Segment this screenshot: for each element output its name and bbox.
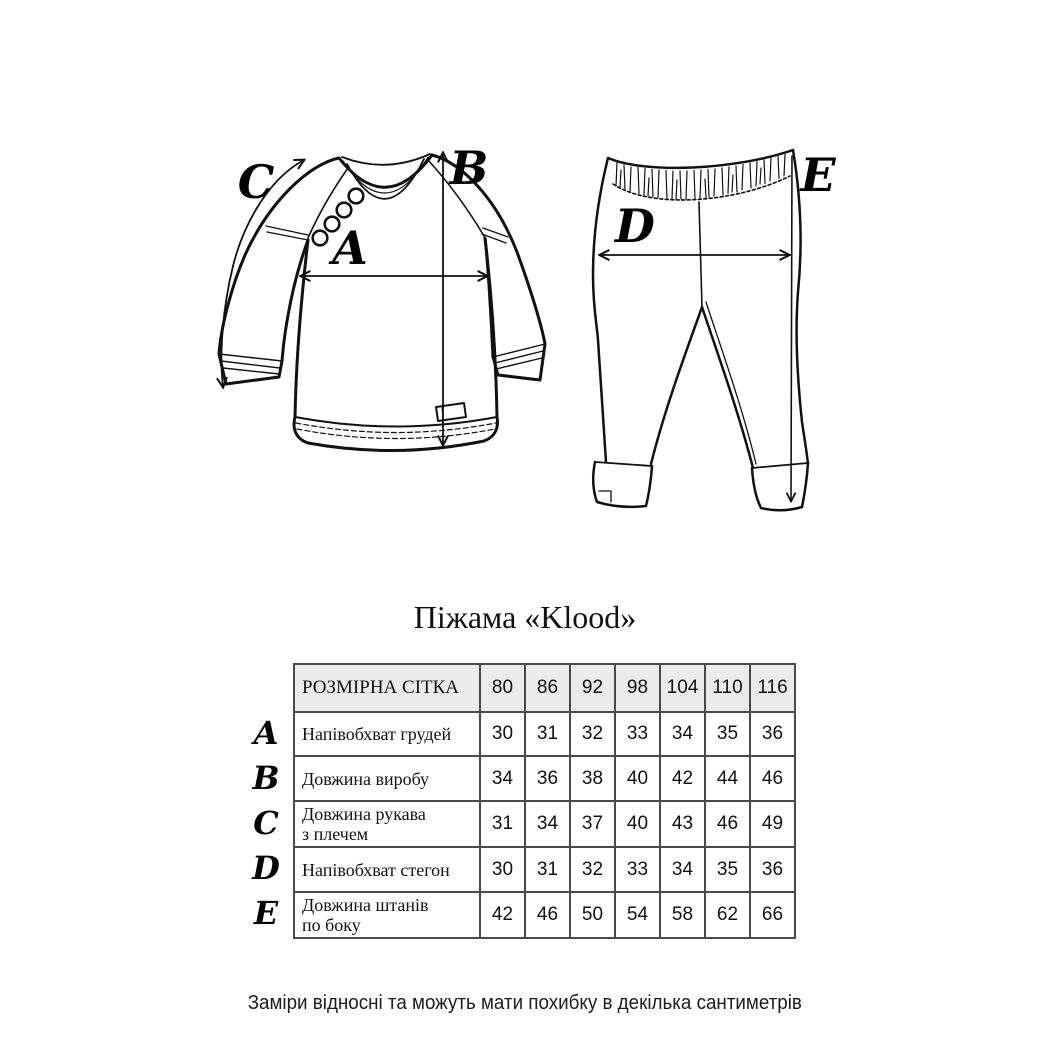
table-row-length — [294, 756, 795, 801]
row-label: Напівобхват грудей — [294, 712, 480, 756]
size-value-cell: 66 — [750, 892, 795, 938]
size-value-cell: 31 — [525, 712, 570, 756]
measure-arrow-e — [791, 156, 792, 501]
size-value-cell: 32 — [570, 847, 615, 892]
footnote — [0, 992, 1050, 1015]
size-table — [293, 663, 796, 939]
size-value-cell: 46 — [705, 801, 750, 847]
size-value-cell: 46 — [750, 756, 795, 801]
hem-tag — [436, 403, 466, 421]
table-row-sleeve — [294, 801, 795, 847]
size-value-cell: 31 — [525, 847, 570, 892]
size-value-cell: 46 — [525, 892, 570, 938]
cuff-tag — [599, 491, 611, 502]
table-row-pants — [294, 892, 795, 938]
size-value-cell: 36 — [750, 712, 795, 756]
waistband-gathers — [616, 155, 785, 201]
size-value-cell: 49 — [750, 801, 795, 847]
measure-label-d: D — [615, 199, 655, 253]
size-value-cell: 34 — [525, 801, 570, 847]
size-value-cell: 43 — [660, 801, 705, 847]
measure-label-a: A — [332, 221, 368, 275]
size-header-cell: 86 — [525, 664, 570, 712]
row-letter-b: B — [252, 758, 280, 797]
size-value-cell: 32 — [570, 712, 615, 756]
size-value-cell: 40 — [615, 756, 660, 801]
row-letter-c: C — [253, 803, 279, 842]
footnote-text: Заміри відносні та можуть мати похибку в декілька сантиметрів — [247, 992, 803, 1014]
row-letters-column — [242, 663, 290, 936]
size-header-cell: 116 — [750, 664, 795, 712]
size-value-cell: 33 — [615, 847, 660, 892]
size-value-cell: 62 — [705, 892, 750, 938]
size-value-cell: 34 — [660, 712, 705, 756]
size-value-cell: 35 — [705, 847, 750, 892]
size-value-cell: 36 — [750, 847, 795, 892]
row-label: Довжина штанів по боку — [294, 892, 480, 938]
measure-label-e: E — [800, 148, 836, 202]
size-header-cell: 110 — [705, 664, 750, 712]
table-row-hips — [294, 847, 795, 892]
row-label: Довжина рукава з плечем — [294, 801, 480, 847]
table-header-label: РОЗМІРНА СІТКА — [294, 664, 480, 712]
size-header-cell: 104 — [660, 664, 705, 712]
size-value-cell: 42 — [660, 756, 705, 801]
size-value-cell: 50 — [570, 892, 615, 938]
size-value-cell: 34 — [480, 756, 525, 801]
size-value-cell: 37 — [570, 801, 615, 847]
table-header-row — [294, 664, 795, 712]
row-letter-e: E — [253, 894, 279, 932]
size-value-cell: 40 — [615, 801, 660, 847]
table-row-chest — [294, 712, 795, 756]
measurement-arrows — [221, 153, 792, 501]
size-value-cell: 30 — [480, 712, 525, 756]
size-value-cell: 36 — [525, 756, 570, 801]
size-header-cell: 80 — [480, 664, 525, 712]
size-value-cell: 42 — [480, 892, 525, 938]
measure-label-c: C — [237, 155, 275, 209]
measure-label-b: B — [449, 141, 489, 195]
size-value-cell: 58 — [660, 892, 705, 938]
row-letter-d: D — [252, 848, 280, 887]
size-header-cell: 92 — [570, 664, 615, 712]
size-value-cell: 38 — [570, 756, 615, 801]
measurement-diagram — [190, 130, 850, 530]
size-value-cell: 31 — [480, 801, 525, 847]
size-value-cell: 44 — [705, 756, 750, 801]
size-value-cell: 30 — [480, 847, 525, 892]
row-label: Напівобхват стегон — [294, 847, 480, 892]
size-value-cell: 34 — [660, 847, 705, 892]
size-value-cell: 33 — [615, 712, 660, 756]
size-header-cell: 98 — [615, 664, 660, 712]
size-value-cell: 54 — [615, 892, 660, 938]
page-title: Піжама «Klood» — [413, 599, 637, 635]
row-letter-a: A — [253, 714, 279, 752]
size-value-cell: 35 — [705, 712, 750, 756]
row-label: Довжина виробу — [294, 756, 480, 801]
